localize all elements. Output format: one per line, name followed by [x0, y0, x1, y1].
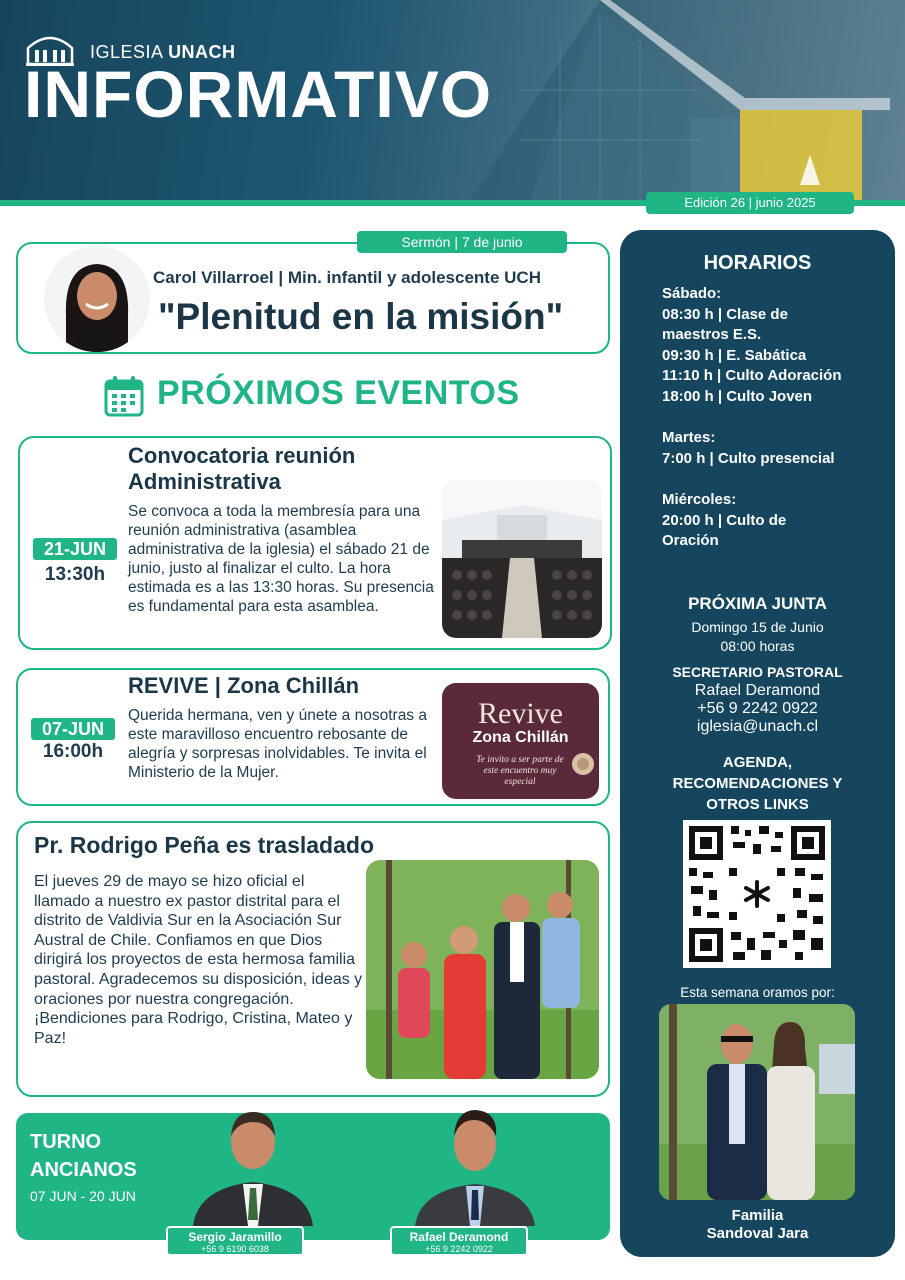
schedule-line: 18:00 h | Culto Joven	[662, 387, 813, 405]
news-title: Pr. Rodrigo Peña es trasladado	[34, 832, 374, 858]
elder-phone: +56 9 6190 6038	[201, 1244, 269, 1254]
schedule-block-tuesday	[662, 428, 882, 469]
rose-icon	[570, 751, 596, 777]
qr-code-icon	[683, 820, 831, 968]
revive-event-poster	[442, 683, 599, 799]
elders-shift-title-line1: TURNO	[30, 1131, 102, 1153]
elder-phone: +56 9 2242 0922	[425, 1244, 493, 1254]
sermon-title: "Plenitud en la misión"	[158, 296, 564, 337]
event-description: Se convoca a toda la membresía para una reunión administrativa (asamblea administrativa de la iglesia) el sábado 21 de junio, justo al finalizar el culto. La hora estimada es a las 13:30 horas. Su presencia es fundamental para esta asamblea.	[128, 503, 434, 615]
elders-shift-title-line2: ANCIANOS	[30, 1159, 137, 1181]
brand-prefix: IGLESIA	[90, 42, 163, 62]
pastor-family-photo	[366, 860, 599, 1079]
elder-tag	[390, 1226, 528, 1256]
schedule-day: Martes:	[662, 429, 716, 446]
elder-photo	[188, 1108, 318, 1226]
news-body: El jueves 29 de mayo se hizo oficial el llamado a nuestro ex pastor distrital para el distrito de Valdivia Sur en la Asociación Sur Austral de Chile. Confiamos en que Dios dirigirá los proyectos de esta hermosa familia pastoral. Agradecemos su disposición, ideas y oraciones por nuestra congregación. ¡Bendiciones para Rodrigo, Cristina, Mateo y Paz!	[34, 873, 363, 1047]
prayer-family-name	[620, 1207, 895, 1243]
speaker-photo	[44, 246, 150, 352]
schedule-line: 7:00 h | Culto presencial	[662, 449, 835, 467]
event-date-badge: 07-JUN	[31, 718, 115, 740]
event-title: Convocatoria reunión Administrativa	[128, 443, 356, 494]
secretary-name: Rafael Deramond	[694, 682, 821, 699]
links-title-line2: RECOMENDACIONES Y	[672, 775, 843, 792]
church-assembly-photo	[442, 480, 602, 638]
poster-caption: Te invito a ser parte de este encuentro muy especial	[476, 755, 564, 787]
schedule-title: HORARIOS	[703, 252, 812, 274]
calendar-icon	[104, 375, 144, 417]
schedule-line: 11:10 h | Culto Adoración	[662, 367, 842, 384]
edition-badge: Edición 26 | junio 2025	[646, 192, 854, 214]
schedule-day: Miércoles:	[662, 491, 737, 508]
prayer-family-line1: Familia	[731, 1207, 784, 1224]
event-date-badge: 21-JUN	[33, 538, 117, 560]
schedule-line: 08:30 h | Clase de	[662, 305, 788, 323]
elder-name: Sergio Jaramillo	[188, 1230, 282, 1244]
prayer-family-photo	[659, 1004, 855, 1200]
schedule-line: maestros E.S.	[662, 326, 762, 343]
elders-shift-title	[30, 1128, 137, 1184]
sermon-date-tag: Sermón | 7 de junio	[357, 231, 567, 253]
event-time: 13:30h	[44, 564, 106, 585]
next-meeting-details	[620, 618, 895, 656]
newsletter-title: INFORMATIVO	[24, 57, 493, 131]
schedule-block-wednesday	[662, 490, 882, 552]
schedule-line: Oración	[662, 532, 719, 549]
schedule-block-saturday	[662, 284, 882, 407]
poster-title: Revive	[478, 697, 563, 730]
elder-tag	[166, 1226, 304, 1256]
next-meeting-date: Domingo 15 de Junio	[691, 619, 824, 635]
elders-shift-dates: 07 JUN - 20 JUN	[30, 1188, 136, 1204]
secretary-email[interactable]: iglesia@unach.cl	[696, 718, 819, 735]
header-banner	[0, 0, 905, 200]
links-title-line3: OTROS LINKS	[706, 796, 809, 813]
sermon-speaker: Carol Villarroel | Min. infantil y adolescente UCH	[153, 268, 541, 287]
schedule-day: Sábado:	[662, 285, 722, 302]
next-meeting-time: 08:00 horas	[720, 638, 795, 654]
schedule-line: 20:00 h | Culto de	[662, 511, 787, 529]
qr-code[interactable]	[683, 820, 831, 968]
event-title: REVIVE | Zona Chillán	[128, 673, 360, 698]
brand-suffix: UNACH	[168, 42, 236, 62]
schedule-line: 09:30 h | E. Sabática	[662, 346, 807, 364]
events-heading: PRÓXIMOS EVENTOS	[157, 374, 520, 412]
secretary-contact	[620, 682, 895, 736]
elder-name: Rafael Deramond	[409, 1230, 509, 1244]
secretary-phone: +56 9 2242 0922	[697, 700, 818, 717]
links-title	[620, 752, 895, 815]
prayer-label: Esta semana oramos por:	[680, 985, 835, 1000]
elder-photo	[410, 1108, 540, 1226]
prayer-family-line2: Sandoval Jara	[706, 1225, 809, 1242]
event-time: 16:00h	[42, 741, 104, 762]
event-description: Querida hermana, ven y únete a nosotras a este maravilloso encuentro rebosante de alegría y sorpresas inolvidables. Te invita el Ministerio de la Mujer.	[128, 707, 427, 781]
poster-subtitle: Zona Chillán	[472, 729, 569, 746]
next-meeting-title: PRÓXIMA JUNTA	[688, 594, 827, 613]
links-title-line1: AGENDA,	[722, 754, 793, 771]
secretary-title: SECRETARIO PASTORAL	[672, 664, 843, 680]
